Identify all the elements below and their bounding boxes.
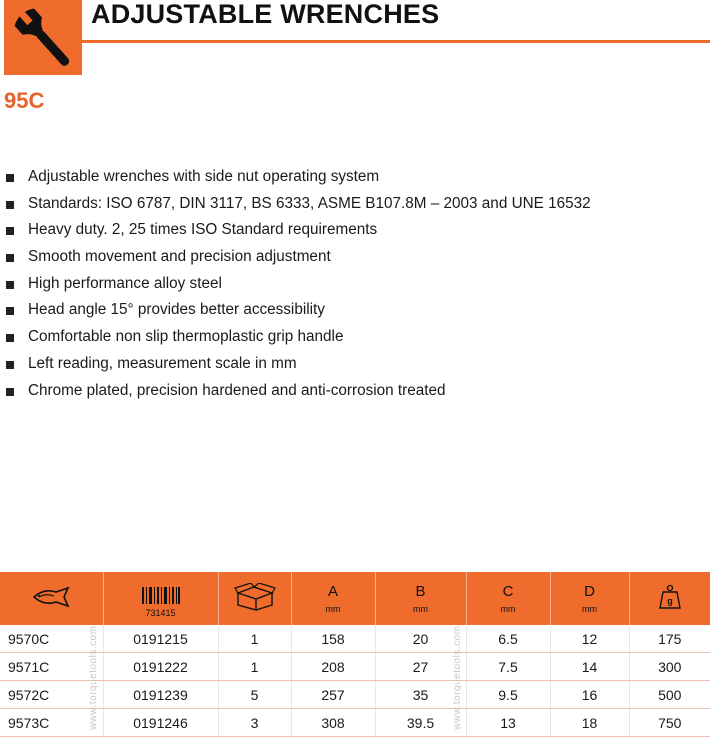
cell-pack: 3 bbox=[218, 709, 291, 737]
barcode-number: 731415 bbox=[145, 607, 176, 618]
bullet-icon bbox=[6, 227, 14, 235]
header-d bbox=[550, 572, 629, 625]
spec-table bbox=[0, 572, 710, 737]
cell-d: 12 bbox=[550, 625, 629, 653]
page-title: ADJUSTABLE WRENCHES bbox=[91, 0, 440, 29]
cell-weight: 175 bbox=[629, 625, 710, 653]
feature-text: Standards: ISO 6787, DIN 3117, BS 6333, ASME B107.8M – 2003 and UNE 16532 bbox=[28, 194, 591, 212]
feature-text: High performance alloy steel bbox=[28, 274, 222, 292]
col-letter-d: D bbox=[584, 582, 595, 600]
bullet-icon bbox=[6, 174, 14, 182]
list-item bbox=[0, 324, 710, 351]
cell-ean: 0191215 bbox=[103, 625, 218, 653]
cell-model: 9573C bbox=[0, 709, 103, 737]
table-row bbox=[0, 681, 710, 709]
feature-text: Comfortable non slip thermoplastic grip handle bbox=[28, 328, 344, 346]
cell-b: 27 bbox=[375, 653, 466, 681]
list-item bbox=[0, 191, 710, 218]
cell-model: 9571C bbox=[0, 653, 103, 681]
header-c bbox=[466, 572, 550, 625]
list-item bbox=[0, 378, 710, 405]
model-code: 95C bbox=[4, 88, 45, 113]
bullet-icon bbox=[6, 201, 14, 209]
cell-a: 257 bbox=[291, 681, 375, 709]
cell-c: 9.5 bbox=[466, 681, 550, 709]
cell-ean: 0191239 bbox=[103, 681, 218, 709]
bullet-icon bbox=[6, 388, 14, 396]
adjustable-wrench-icon bbox=[4, 0, 82, 75]
header-weight bbox=[629, 572, 710, 625]
table-row bbox=[0, 625, 710, 653]
cell-b: 20 bbox=[375, 625, 466, 653]
header-model bbox=[0, 572, 103, 625]
cell-weight: 750 bbox=[629, 709, 710, 737]
cell-ean: 0191222 bbox=[103, 653, 218, 681]
feature-text: Heavy duty. 2, 25 times ISO Standard requirements bbox=[28, 221, 378, 239]
list-item bbox=[0, 217, 710, 244]
fish-icon bbox=[30, 586, 72, 608]
box-icon bbox=[234, 583, 276, 611]
bullet-icon bbox=[6, 281, 14, 289]
cell-ean: 0191246 bbox=[103, 709, 218, 737]
feature-list bbox=[0, 164, 710, 404]
feature-text: Adjustable wrenches with side nut operating system bbox=[28, 168, 380, 185]
table-header-row bbox=[0, 572, 710, 625]
feature-text: Head angle 15° provides better accessibility bbox=[28, 301, 325, 319]
header-b bbox=[375, 572, 466, 625]
cell-weight: 300 bbox=[629, 653, 710, 681]
cell-b: 35 bbox=[375, 681, 466, 709]
cell-model: 9570C bbox=[0, 625, 103, 653]
table-row bbox=[0, 653, 710, 681]
header-barcode bbox=[103, 572, 218, 625]
logo-box bbox=[4, 0, 82, 75]
header-a bbox=[291, 572, 375, 625]
cell-model: 9572C bbox=[0, 681, 103, 709]
header-rule bbox=[82, 40, 710, 43]
table-row bbox=[0, 709, 710, 737]
feature-text: Smooth movement and precision adjustment bbox=[28, 248, 331, 266]
col-unit-b: mm bbox=[413, 603, 428, 614]
watermark-text: www.torquetools.com bbox=[452, 625, 463, 730]
feature-text: Left reading, measurement scale in mm bbox=[28, 354, 297, 372]
bullet-icon bbox=[6, 254, 14, 262]
cell-d: 14 bbox=[550, 653, 629, 681]
cell-c: 13 bbox=[466, 709, 550, 737]
weight-unit: g bbox=[667, 596, 673, 606]
list-item bbox=[0, 164, 710, 191]
col-letter-b: B bbox=[415, 582, 426, 600]
cell-d: 16 bbox=[550, 681, 629, 709]
bullet-icon bbox=[6, 361, 14, 369]
cell-weight: 500 bbox=[629, 681, 710, 709]
list-item bbox=[0, 351, 710, 378]
cell-b: 39.5 bbox=[375, 709, 466, 737]
cell-c: 7.5 bbox=[466, 653, 550, 681]
cell-pack: 5 bbox=[218, 681, 291, 709]
bullet-icon bbox=[6, 307, 14, 315]
cell-pack: 1 bbox=[218, 653, 291, 681]
list-item bbox=[0, 297, 710, 324]
col-unit-c: mm bbox=[500, 603, 516, 614]
list-item bbox=[0, 244, 710, 271]
cell-d: 18 bbox=[550, 709, 629, 737]
col-letter-a: A bbox=[327, 582, 338, 600]
barcode-icon bbox=[141, 587, 181, 604]
header-pack bbox=[218, 572, 291, 625]
col-unit-d: mm bbox=[582, 603, 597, 614]
cell-a: 208 bbox=[291, 653, 375, 681]
col-letter-c: C bbox=[502, 582, 514, 600]
bullet-icon bbox=[6, 334, 14, 342]
cell-a: 308 bbox=[291, 709, 375, 737]
cell-c: 6.5 bbox=[466, 625, 550, 653]
cell-pack: 1 bbox=[218, 625, 291, 653]
cell-a: 158 bbox=[291, 625, 375, 653]
weight-icon bbox=[658, 584, 682, 610]
watermark-text: www.torquetools.com bbox=[88, 625, 99, 730]
feature-text: Chrome plated, precision hardened and anti-corrosion treated bbox=[28, 381, 446, 399]
col-unit-a: mm bbox=[325, 603, 341, 614]
list-item bbox=[0, 271, 710, 298]
